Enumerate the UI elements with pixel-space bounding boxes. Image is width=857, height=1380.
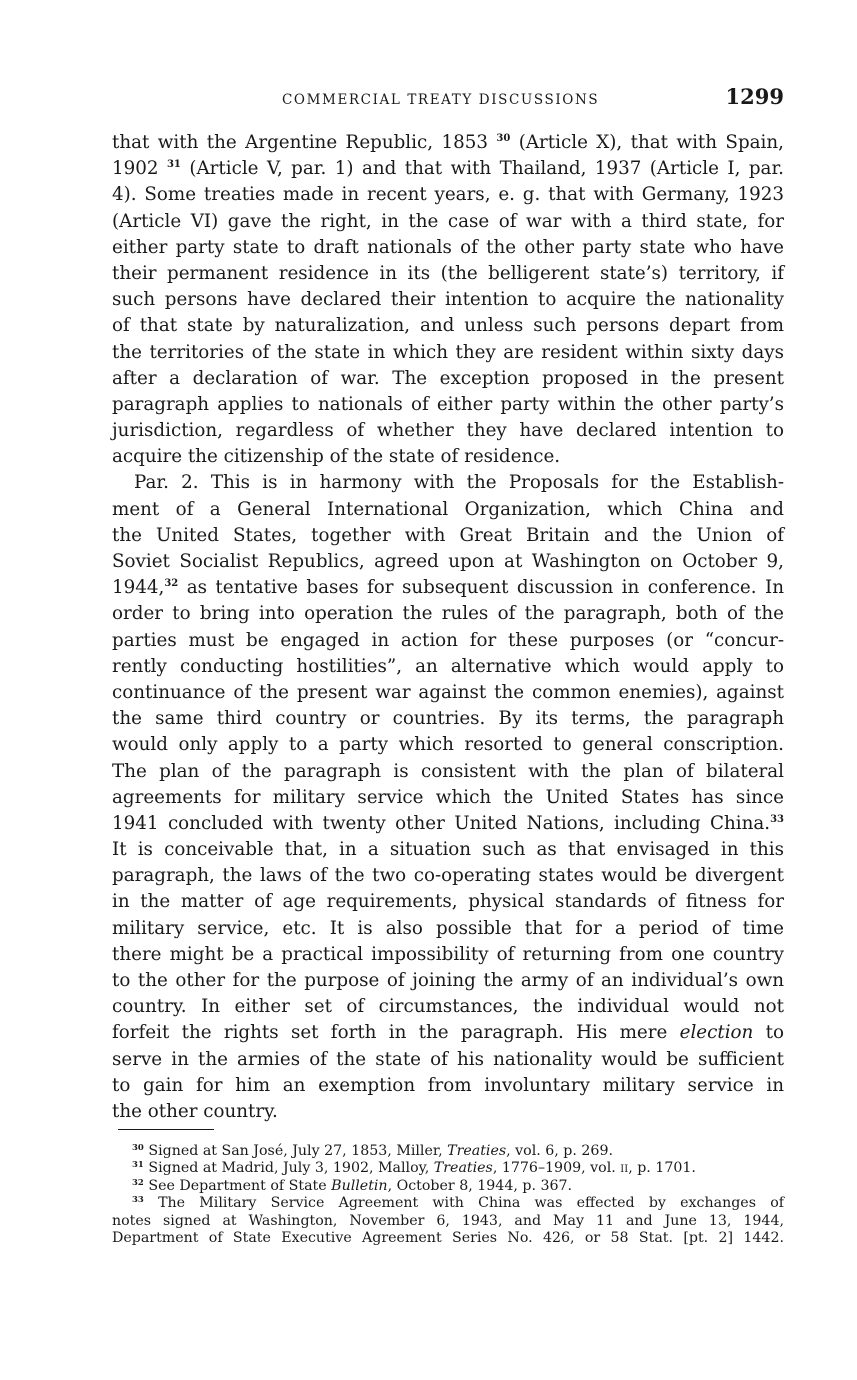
text-line: The plan of the paragraph is consistent with the plan of bilateral (112, 760, 784, 782)
footnote: $^{30}$ Signed at San José, July 27, 1853, Miller, Treaties, vol. 6, p. 269. (132, 1143, 613, 1159)
text-line: either party state to draft nationals of the other party state who have (112, 236, 784, 258)
text-line: military service, etc. It is also possible that for a period of time (112, 917, 784, 939)
text-line: jurisdiction, regardless of whether they have declared intention to (112, 420, 784, 442)
text-line: paragraph, the laws of the two co-operating states would be divergent (112, 865, 784, 887)
footnote-marker: 32 (132, 1177, 144, 1188)
running-head: COMMERCIAL TREATY DISCUSSIONS (282, 92, 600, 108)
text-line: rently conducting hostilities”, an alternative which would apply to (112, 655, 784, 677)
text-line: order to bring into operation the rules of the paragraph, both of the (112, 603, 784, 625)
text-line: that with the Argentine Republic, 1853 $^{30}$ (Article X), that with Spain, (112, 132, 784, 153)
text-line: Soviet Socialist Republics, agreed upon at Washington on October 9, (112, 551, 784, 572)
text-line: there might be a practical impossibility of returning from one country (112, 943, 784, 965)
text-line: forfeit the rights set forth in the paragraph. His mere election to (112, 1022, 784, 1044)
text-line: the United States, together with Great Britain and the Union of (112, 524, 784, 546)
page-number: 1299 (725, 84, 784, 109)
footnote-continuation: notes signed at Washington, November 6, 1943, and May 11 and June 13, 1944, (112, 1212, 784, 1229)
text-line: the same third country or countries. By its terms, the paragraph (112, 708, 784, 730)
body-text (112, 130, 784, 1125)
text-line: country. In either set of circumstances, the individual would not (112, 996, 784, 1018)
text-line: to the other for the purpose of joining the army of an individual’s own (112, 970, 784, 991)
text-line: 1941 concluded with twenty other United Nations, including China.$^{33}$ (112, 812, 784, 834)
text-line: ment of a General International Organization, which China and (112, 498, 784, 520)
text-line: paragraph applies to nationals of either party within the other party’s (112, 393, 784, 415)
footnotes (112, 1143, 784, 1247)
text-line: to gain for him an exemption from involuntary military service in (112, 1074, 784, 1096)
text-line: It is conceivable that, in a situation such as that envisaged in this (112, 839, 784, 861)
text-line: (Article VI) gave the right, in the case of war with a third state, for (112, 210, 784, 232)
footnote-marker: 33 (132, 1195, 144, 1206)
footnote: $^{33}$ The Military Service Agreement with China was effected by exchanges of (132, 1195, 784, 1212)
text-line: parties must be engaged in action for these purposes (or “concur- (112, 629, 784, 651)
text-line: 1944,32 as tentative bases for subsequent discussion in conference. In (112, 577, 784, 599)
text-line: in the matter of age requirements, physical standards of fitness for (112, 891, 784, 913)
text-line: serve in the armies of the state of his nationality would be sufficient (112, 1048, 784, 1070)
text-line: continuance of the present war against the common enemies), against (112, 681, 784, 703)
footnote: $^{32}$ See Department of State Bulletin, October 8, 1944, p. 367. (132, 1177, 573, 1194)
page-header (112, 84, 784, 116)
footnote-ref: 32 (164, 578, 179, 590)
text-line: such persons have declared their intention to acquire the nationality (112, 289, 784, 311)
text-line: of that state by naturalization, and unless such persons depart from (112, 315, 784, 337)
text-line: their permanent residence in its (the belligerent state’s) territory, if (112, 262, 784, 284)
text-line: would only apply to a party which resorted to general conscription. (112, 734, 784, 756)
footnote-ref: 31 (166, 159, 181, 171)
text-line: the other country. (112, 1100, 278, 1122)
footnote-divider (118, 1129, 214, 1130)
text-line: 4). Some treaties made in recent years, e. g. that with Germany, 1923 (112, 184, 784, 206)
text-line: after a declaration of war. The exception proposed in the present (112, 367, 784, 389)
text-line: agreements for military service which the United States has since (112, 786, 784, 808)
footnote-marker: 30 (132, 1143, 144, 1153)
footnote-continuation: Department of State Executive Agreement Series No. 426, or 58 Stat. [pt. 2] 1442. (112, 1229, 784, 1246)
emphasis: election (679, 1022, 754, 1044)
text-line: acquire the citizenship of the state of residence. (112, 446, 561, 468)
text-line: 1902 $^{31}$ (Article V, par. 1) and that with Thailand, 1937 (Article I, par. (112, 158, 784, 180)
footnote-marker: 31 (132, 1160, 144, 1171)
footnote: $^{31}$ Signed at Madrid, July 3, 1902, Malloy, Treaties, 1776–1909, vol. ii, p. 1701. (132, 1160, 696, 1177)
text-line: the territories of the state in which they are resident within sixty days (112, 341, 784, 363)
footnote-ref: 33 (770, 813, 784, 825)
footnote-ref: 30 (496, 133, 511, 144)
text-line: Par. 2. This is in harmony with the Proposals for the Establish- (134, 472, 784, 494)
